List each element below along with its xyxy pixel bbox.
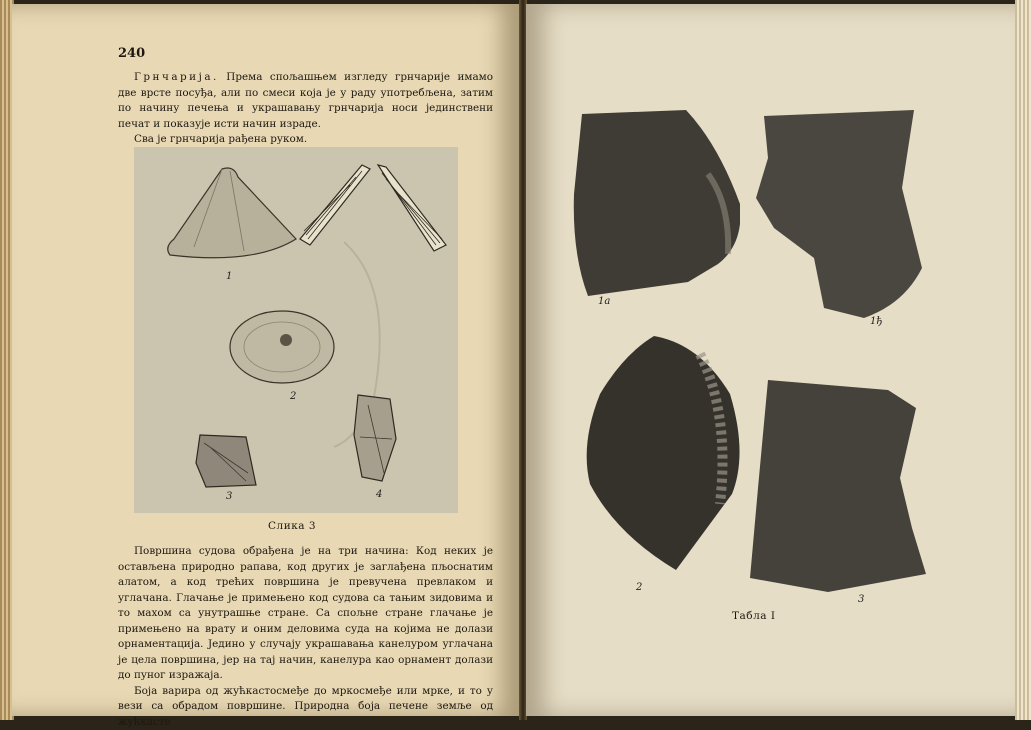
plate-label-1b: 1ђ	[870, 316, 883, 327]
figure-label-3: 3	[226, 491, 232, 502]
figure-label-4: 4	[376, 489, 382, 500]
plate-label-3: 3	[858, 594, 864, 605]
plate-label-1a: 1а	[598, 296, 610, 307]
sherd-1a	[568, 104, 740, 304]
figure-label-2: 2	[290, 391, 296, 402]
left-page	[12, 4, 520, 716]
plate-caption: Табла I	[732, 610, 776, 622]
body-paragraph-2: Боја варира од жућкастосмеђе до мркосмеђе или мрке, и то у вези са обрадом површине. Природна боја печене земље од жућкасте	[118, 684, 493, 730]
figure-drawing	[134, 147, 458, 513]
intro-text: Према спољашњем изгледу грнчарије имамо две врсте посуђа, али по смеси која је у раду употребљена, затим по начину печења и украшавању грнчарија носи јединствени печат и показује исти начин израде.	[118, 71, 493, 130]
small-sherd	[196, 435, 256, 487]
intro-paragraph	[118, 70, 493, 148]
sherd-1b	[754, 108, 926, 320]
body-text	[118, 544, 493, 730]
body-paragraph-1: Површина судова обрађена је на три начина: Код неких је остављена природно рапава, код других је заглађена пљоснатим алатом, а код трећих површина је превучена превлаком и углачана. Глачање је примењено код судова са тањим зидовима и то махом са унутрашње стране. Са спољне стране глачање је примењено на врату и оним деловима суда на којима не долази орнаментација. Једино у случају украшавања канелуром углачана је цела површина, јер на тај начин, канелура као орнамент долази до пуног изражаја.	[118, 544, 493, 684]
page-number: 240	[118, 46, 145, 61]
page-edges-right	[1015, 0, 1031, 720]
figure-caption: Слика 3	[268, 520, 316, 532]
section-heading: Грнчарија.	[134, 71, 219, 83]
figure-3-illustration	[134, 147, 458, 513]
plate-label-2: 2	[636, 582, 642, 593]
handmade-sentence: Сва је грнчарија рађена руком.	[118, 132, 493, 148]
right-page	[526, 4, 1016, 716]
figure-label-1: 1	[226, 271, 232, 282]
sherd-3	[748, 378, 928, 598]
sherd-2	[580, 334, 746, 572]
